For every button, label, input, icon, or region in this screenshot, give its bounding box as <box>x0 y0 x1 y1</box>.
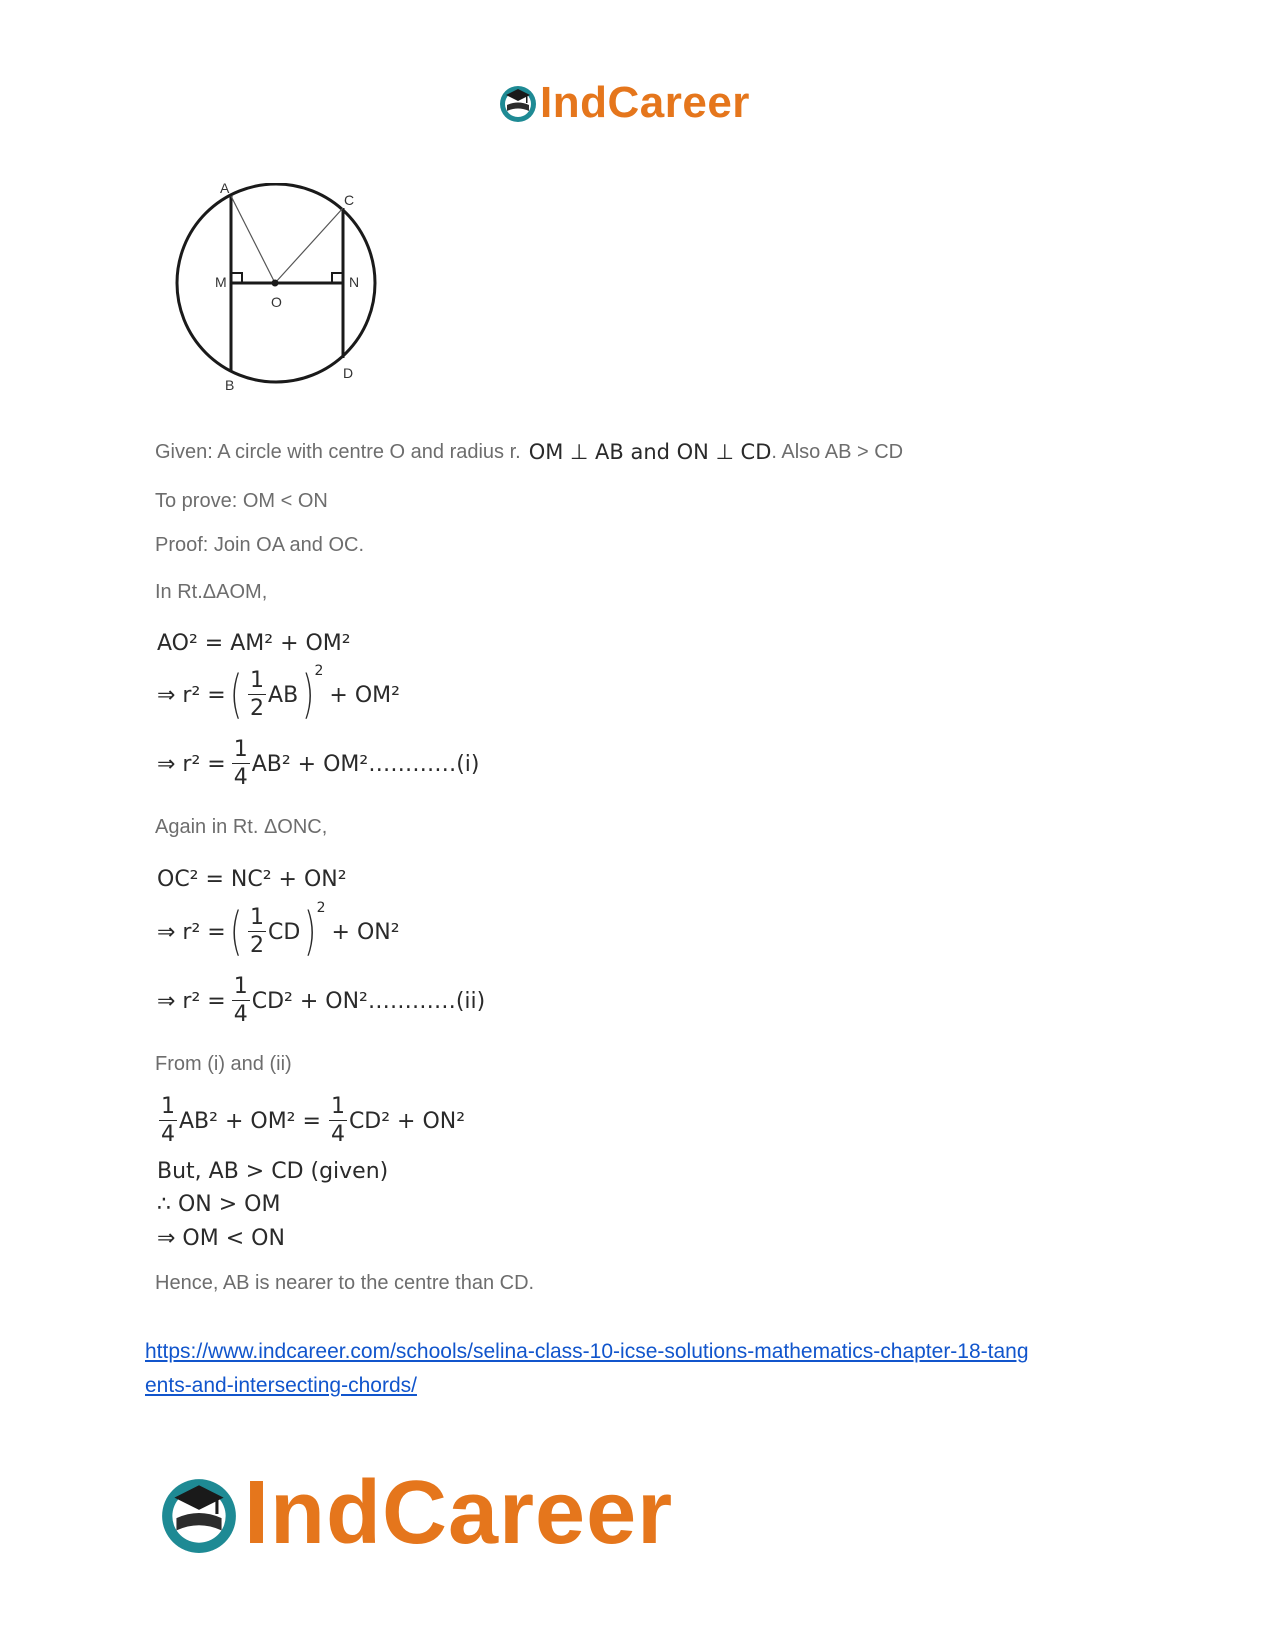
graduation-cap-book-icon <box>158 1473 240 1555</box>
eq1-l3-lhs: ⇒ r² = <box>157 751 226 777</box>
given-math: OM ⊥ AB and ON ⊥ CD <box>528 440 772 464</box>
eq1-l3-rhs: AB² + OM²…………(i) <box>251 751 480 777</box>
given-line <box>155 440 903 464</box>
proof-intro: Proof: Join OA and OC. <box>155 534 364 556</box>
in-rt-aom: In Rt.ΔAOM, <box>155 581 268 603</box>
eq3-line1 <box>157 1092 465 1150</box>
eq2-l3-lhs: ⇒ r² = <box>157 988 226 1014</box>
right-paren: ) <box>304 902 317 962</box>
label-b: B <box>225 377 235 393</box>
denominator: 4 <box>330 1122 345 1147</box>
fraction <box>248 907 266 957</box>
left-paren: ( <box>229 902 242 962</box>
graduation-cap-book-icon <box>498 83 538 123</box>
circle-chords-figure <box>170 183 385 398</box>
numerator: 1 <box>161 1094 175 1119</box>
eq2-l3-rhs: CD² + ON²…………(ii) <box>251 988 486 1014</box>
fraction <box>329 1096 347 1146</box>
numerator: 1 <box>250 905 265 930</box>
eq3-mid: AB² + OM² = <box>179 1108 321 1134</box>
label-n: N <box>349 274 360 290</box>
centre-point-o <box>272 280 279 287</box>
source-link-line1[interactable]: https://www.indcareer.com/schools/selina-class-10-icse-solutions-mathematics-chapter-18-tang <box>145 1340 1029 1363</box>
label-d: D <box>343 365 354 381</box>
eq2-l2-var: CD <box>268 919 301 945</box>
denominator: 2 <box>250 933 265 958</box>
fraction <box>159 1096 177 1146</box>
numerator: 1 <box>250 668 265 693</box>
eq2-line2 <box>157 902 400 962</box>
exponent: 2 <box>314 663 324 679</box>
therefore-line: ∴ ON > OM <box>157 1192 281 1217</box>
label-c: C <box>344 192 355 208</box>
right-paren: ) <box>302 665 315 725</box>
eq2-l2-rhs: + ON² <box>331 919 400 945</box>
footer-logo-text: IndCareer <box>244 1463 674 1563</box>
eq1-l2-lhs: ⇒ r² = <box>157 682 226 708</box>
fraction <box>232 739 250 789</box>
header-logo-text: IndCareer <box>540 78 750 127</box>
eq2-line3 <box>157 972 485 1030</box>
segment-oc <box>275 208 343 283</box>
label-a: A <box>220 183 230 196</box>
eq1-line1: AO² = AM² + OM² <box>157 631 351 656</box>
fraction <box>248 670 266 720</box>
denominator: 4 <box>233 1002 248 1027</box>
source-link-line2[interactable]: ents-and-intersecting-chords/ <box>145 1374 417 1397</box>
label-o: O <box>271 294 282 310</box>
left-paren: ( <box>229 665 242 725</box>
numerator: 1 <box>330 1094 345 1119</box>
eq2-l2-lhs: ⇒ r² = <box>157 919 226 945</box>
denominator: 4 <box>233 765 248 790</box>
hence-line: Hence, AB is nearer to the centre than CD. <box>155 1272 535 1294</box>
given-suffix: . Also AB > CD <box>771 440 904 463</box>
eq1-l2-rhs: + OM² <box>329 682 400 708</box>
eq2-line1: OC² = NC² + ON² <box>157 867 347 892</box>
eq1-l2-var: AB <box>268 682 299 708</box>
label-m: M <box>215 274 227 290</box>
eq1-line2 <box>157 665 400 725</box>
eq1-line3 <box>157 735 480 793</box>
header-logo <box>498 78 750 128</box>
to-prove: To prove: OM < ON <box>155 490 328 512</box>
given-prefix: Given: A circle with centre O and radius r. <box>155 440 521 463</box>
from-i-ii: From (i) and (ii) <box>155 1053 292 1075</box>
numerator: 1 <box>233 974 248 999</box>
fraction <box>232 976 250 1026</box>
denominator: 2 <box>250 696 265 721</box>
numerator: 1 <box>233 737 248 762</box>
but-line: But, AB > CD (given) <box>157 1159 389 1184</box>
segment-oa <box>231 196 275 283</box>
denominator: 4 <box>161 1122 175 1147</box>
implies-line: ⇒ OM < ON <box>157 1226 285 1251</box>
exponent: 2 <box>316 900 326 916</box>
eq3-rhs: CD² + ON² <box>348 1108 466 1134</box>
footer-logo <box>158 1462 673 1565</box>
again-onc: Again in Rt. ΔONC, <box>155 816 328 838</box>
